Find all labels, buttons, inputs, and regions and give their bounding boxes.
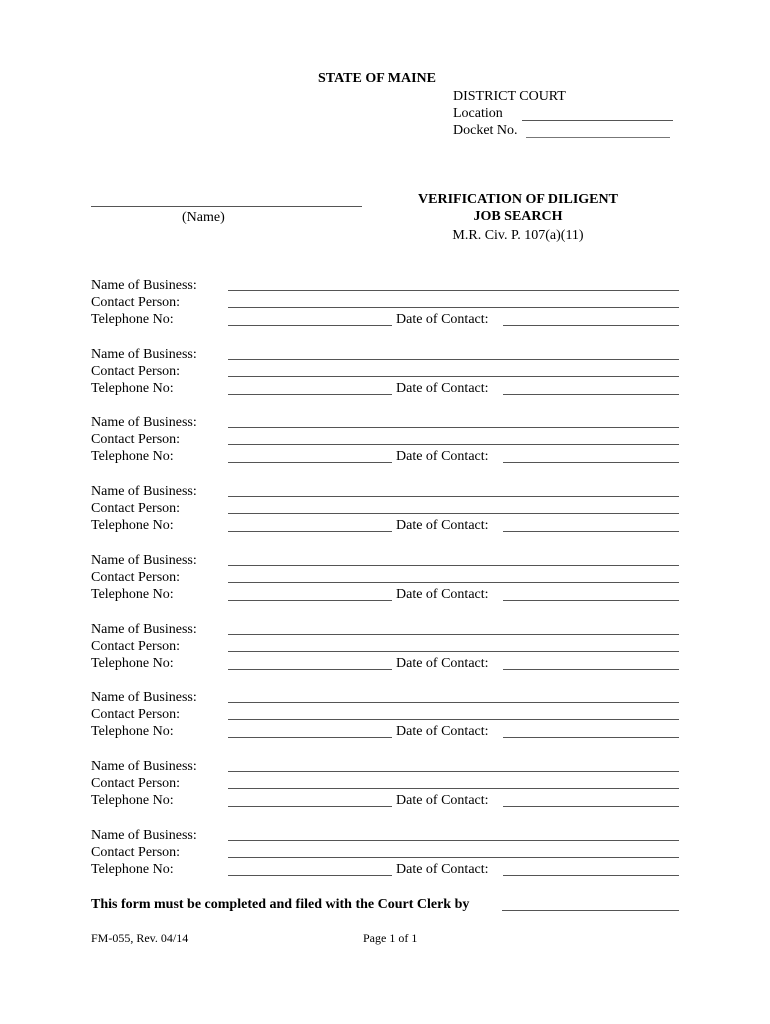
telephone-field[interactable] xyxy=(228,806,392,807)
date-of-contact-label: Date of Contact: xyxy=(396,587,489,602)
contact-person-field[interactable] xyxy=(228,444,679,445)
rule-citation: M.R. Civ. P. 107(a)(11) xyxy=(452,228,584,243)
telephone-label: Telephone No: xyxy=(91,449,174,464)
date-of-contact-label: Date of Contact: xyxy=(396,656,489,671)
business-name-label: Name of Business: xyxy=(91,553,197,568)
telephone-label: Telephone No: xyxy=(91,518,174,533)
telephone-field[interactable] xyxy=(228,531,392,532)
date-of-contact-label: Date of Contact: xyxy=(396,518,489,533)
business-name-field[interactable] xyxy=(228,771,679,772)
date-of-contact-field[interactable] xyxy=(503,462,679,463)
form-id: FM-055, Rev. 04/14 xyxy=(91,931,189,945)
business-name-field[interactable] xyxy=(228,565,679,566)
contact-person-label: Contact Person: xyxy=(91,295,181,310)
contact-person-label: Contact Person: xyxy=(91,776,181,791)
telephone-label: Telephone No: xyxy=(91,793,174,808)
date-of-contact-label: Date of Contact: xyxy=(396,862,489,877)
telephone-field[interactable] xyxy=(228,325,392,326)
telephone-field[interactable] xyxy=(228,875,392,876)
telephone-label: Telephone No: xyxy=(91,381,174,396)
contact-person-label: Contact Person: xyxy=(91,707,181,722)
date-of-contact-label: Date of Contact: xyxy=(396,793,489,808)
contact-person-field[interactable] xyxy=(228,719,679,720)
date-of-contact-field[interactable] xyxy=(503,806,679,807)
telephone-field[interactable] xyxy=(228,462,392,463)
business-name-label: Name of Business: xyxy=(91,759,197,774)
location-field[interactable] xyxy=(522,120,673,121)
date-of-contact-field[interactable] xyxy=(503,875,679,876)
date-of-contact-field[interactable] xyxy=(503,394,679,395)
contact-person-label: Contact Person: xyxy=(91,570,181,585)
telephone-field[interactable] xyxy=(228,394,392,395)
business-name-field[interactable] xyxy=(228,840,679,841)
date-of-contact-field[interactable] xyxy=(503,737,679,738)
telephone-field[interactable] xyxy=(228,737,392,738)
business-name-label: Name of Business: xyxy=(91,828,197,843)
party-name-label: (Name) xyxy=(182,210,225,225)
business-name-label: Name of Business: xyxy=(91,347,197,362)
contact-person-label: Contact Person: xyxy=(91,845,181,860)
contact-person-field[interactable] xyxy=(228,788,679,789)
business-name-label: Name of Business: xyxy=(91,622,197,637)
telephone-label: Telephone No: xyxy=(91,724,174,739)
court-name: DISTRICT COURT xyxy=(453,89,566,104)
contact-person-label: Contact Person: xyxy=(91,639,181,654)
business-name-field[interactable] xyxy=(228,359,679,360)
date-of-contact-label: Date of Contact: xyxy=(396,724,489,739)
contact-person-label: Contact Person: xyxy=(91,432,181,447)
date-of-contact-label: Date of Contact: xyxy=(396,381,489,396)
contact-person-field[interactable] xyxy=(228,857,679,858)
contact-person-field[interactable] xyxy=(228,582,679,583)
location-label: Location xyxy=(453,106,503,121)
filing-deadline-field[interactable] xyxy=(502,910,679,911)
form-title-line2: JOB SEARCH xyxy=(473,209,563,224)
date-of-contact-label: Date of Contact: xyxy=(396,449,489,464)
date-of-contact-field[interactable] xyxy=(503,669,679,670)
telephone-field[interactable] xyxy=(228,600,392,601)
date-of-contact-field[interactable] xyxy=(503,600,679,601)
contact-person-label: Contact Person: xyxy=(91,364,181,379)
business-name-label: Name of Business: xyxy=(91,278,197,293)
filing-note: This form must be completed and filed with the Court Clerk by xyxy=(91,897,470,912)
party-name-field[interactable] xyxy=(91,206,362,207)
docket-field[interactable] xyxy=(526,137,670,138)
business-name-label: Name of Business: xyxy=(91,690,197,705)
business-name-field[interactable] xyxy=(228,496,679,497)
contact-person-field[interactable] xyxy=(228,376,679,377)
business-name-field[interactable] xyxy=(228,702,679,703)
contact-person-field[interactable] xyxy=(228,307,679,308)
date-of-contact-field[interactable] xyxy=(503,325,679,326)
telephone-field[interactable] xyxy=(228,669,392,670)
business-name-label: Name of Business: xyxy=(91,415,197,430)
business-name-field[interactable] xyxy=(228,634,679,635)
docket-label: Docket No. xyxy=(453,123,518,138)
contact-person-label: Contact Person: xyxy=(91,501,181,516)
business-name-field[interactable] xyxy=(228,427,679,428)
contact-person-field[interactable] xyxy=(228,513,679,514)
business-name-label: Name of Business: xyxy=(91,484,197,499)
telephone-label: Telephone No: xyxy=(91,656,174,671)
business-name-field[interactable] xyxy=(228,290,679,291)
date-of-contact-label: Date of Contact: xyxy=(396,312,489,327)
telephone-label: Telephone No: xyxy=(91,312,174,327)
contact-person-field[interactable] xyxy=(228,651,679,652)
telephone-label: Telephone No: xyxy=(91,862,174,877)
page-number: Page 1 of 1 xyxy=(363,931,418,945)
state-heading: STATE OF MAINE xyxy=(318,71,436,86)
form-title-line1: VERIFICATION OF DILIGENT xyxy=(418,192,618,207)
date-of-contact-field[interactable] xyxy=(503,531,679,532)
telephone-label: Telephone No: xyxy=(91,587,174,602)
